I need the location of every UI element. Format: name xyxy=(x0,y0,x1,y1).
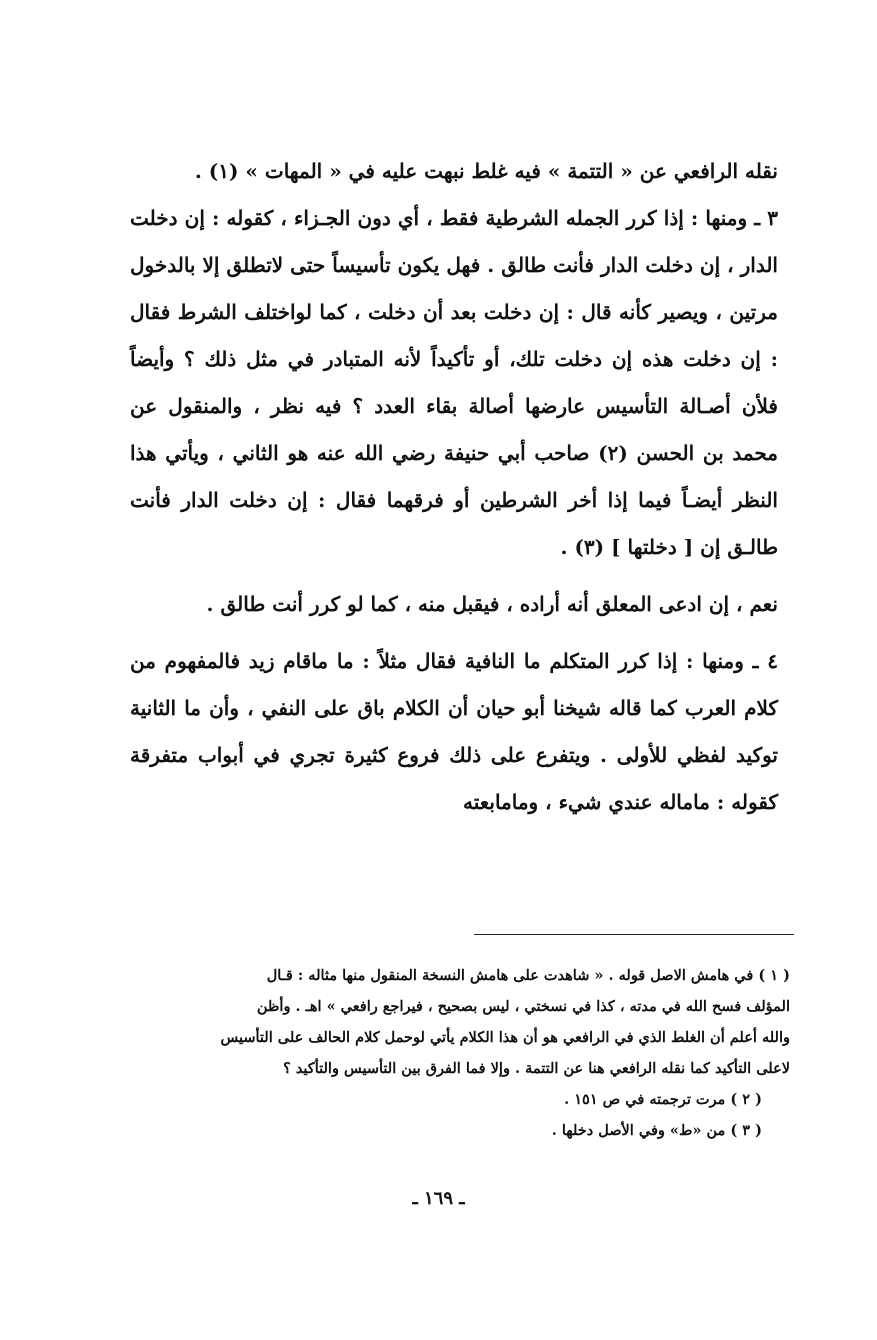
footnote-2: ( ٢ ) مرت ترجمته في ص ١٥١ . xyxy=(564,1091,762,1108)
footnote-1-line-2: المؤلف فسح الله في مدته ، كذا في نسختي ، ليس بصحيح ، فيراجع رافعي » اهـ . وأظن xyxy=(256,998,790,1015)
page-number: ـ ١٦٩ ـ xyxy=(412,1188,465,1209)
paragraph-3: نعم ، إن ادعى المعلق أنه أراده ، فيقبل منه ، كما لو كرر أنت طالق . xyxy=(206,592,778,616)
footnote-1-line-1: ( ١ ) في هامش الاصل قوله . « شاهدت على هامش النسخة المنقول منها مثاله : قـال xyxy=(266,967,790,984)
main-text xyxy=(130,148,778,826)
paragraph-2: ٣ ـ ومنها : إذا كرر الجمله الشرطية فقط ، أي دون الجـزاء ، كقوله : إن دخلت الدار ، إن دخلت الدار فأنت طالق . فهل يكون تأسيساً حتى لاتطلق إلا بالدخول مرتين ، ويصير كأنه قال : إن دخلت بعد أن دخلت ، كما لواختلف الشرط فقال : إن دخلت هذه إن دخلت تلك، أو تأكيداً لأنه المتبادر في مثل ذلك ؟ وأيضاً فلأن أصـالة التأسيس عارضها أصالة بقاء العدد ؟ فيه نظر ، والمنقول عن محمد بن الحسن (٢) صاحب أبي حنيفة رضي الله عنه هو الثاني ، ويأتي هذا النظر أيضـاً فيما إذا أخر الشرطين أو فرقهما فقال : إن دخلت الدار فأنت طالـق إن [ دخلتها ] (٣) . xyxy=(130,206,779,559)
footnote-1-line-3: والله أعلم أن الغلط الذي في الرافعي هو أن هذا الكلام يأتي لوحمل كلام الحالف على التأسيس xyxy=(220,1029,790,1046)
footnote-3: ( ٣ ) من «ط» وفي الأصل دخلها . xyxy=(551,1122,762,1139)
footnote-separator xyxy=(474,934,794,935)
footnote-1-line-4: لاعلى التأكيد كما نقله الرافعي هنا عن التتمة . وإلا فما الفرق بين التأسيس والتأكيد ؟ xyxy=(283,1060,790,1077)
footnotes xyxy=(130,960,790,1146)
paragraph-1: نقله الرافعي عن « التتمة » فيه غلط نبهت عليه في « المهات » (١) . xyxy=(194,159,778,183)
paragraph-4: ٤ ـ ومنها : إذا كرر المتكلم ما النافية فقال مثلاً : ما ماقام زيد فالمفهوم من كلام العرب كما قاله شيخنا أبو حيان أن الكلام باق على النفي ، وأن ما الثانية توكيد لفظي للأولى . ويتفرع على ذلك فروع كثيرة تجري في أبواب متفرقة كقوله : ماماله عندي شيء ، ومامابعته xyxy=(130,649,778,814)
